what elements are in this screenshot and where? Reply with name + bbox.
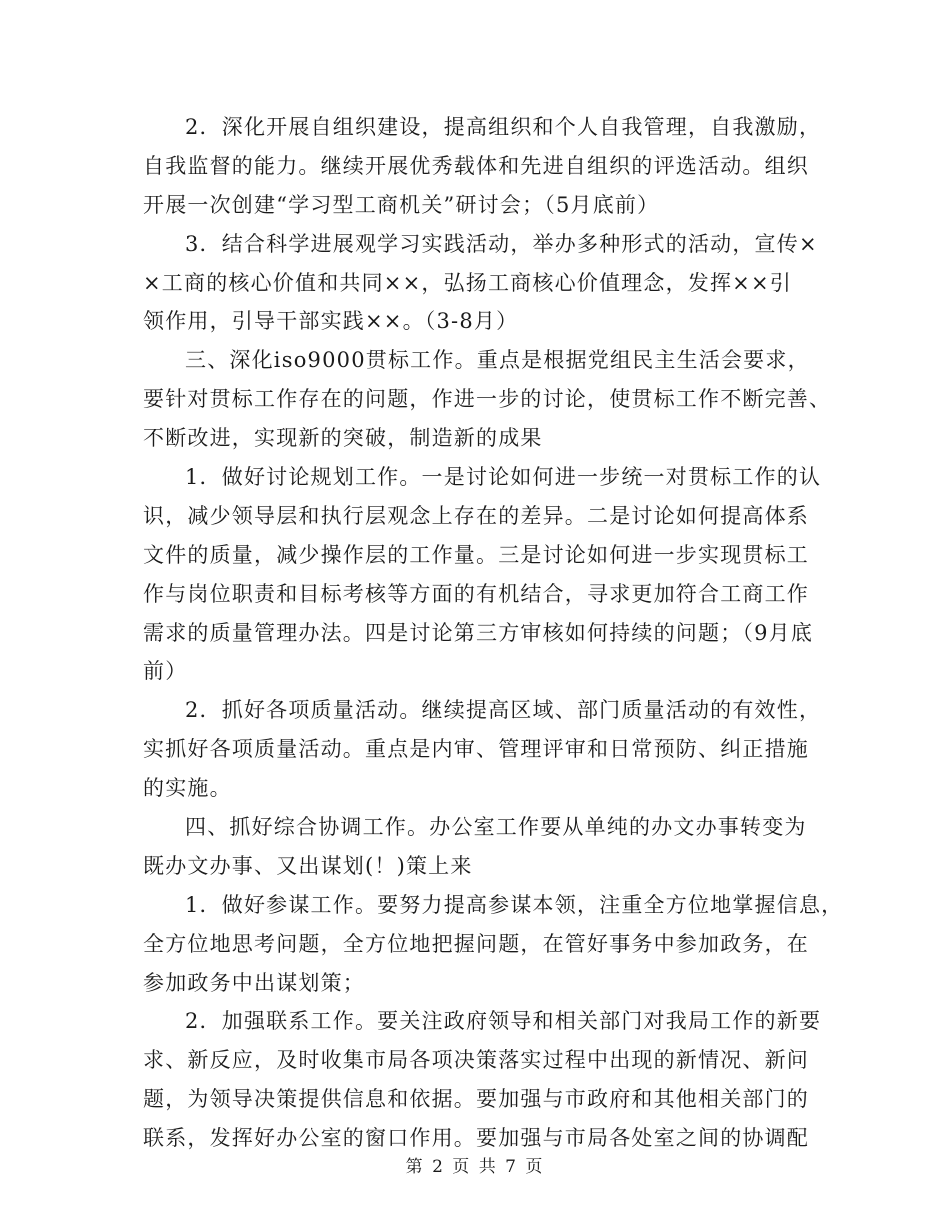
page-number: 第 2 页 共 7 页 [405,1157,545,1177]
text-line: 2．抓好各项质量活动。继续提高区域、部门质量活动的有效性， [185,698,822,723]
text-line: 三、深化iso9000贯标工作。重点是根据党组民主生活会要求， [185,348,810,373]
text-line: 2．深化开展自组织建设，提高组织和个人自我管理，自我激励， [185,115,822,139]
text-line: 题，为领导决策提供信息和依据。要加强与市政府和其他相关部门的 [143,1087,809,1112]
text-line: 全方位地思考问题，全方位地把握问题，在管好事务中参加政务，在 [143,931,809,956]
text-line: 四、抓好综合协调工作。办公室工作要从单纯的办文办事转变为 [185,815,807,840]
text-line: ×工商的核心价值和共同××，弘扬工商核心价值理念，发挥××引 [143,270,792,295]
page-footer [0,1152,950,1177]
document-body [143,108,844,1158]
text-line: 开展一次创建“学习型工商机关”研讨会；（5月底前） [143,192,660,217]
text-line: 3．结合科学进展观学习实践活动，举办多种形式的活动，宣传× [185,231,818,256]
text-line: 识，减少领导层和执行层观念上存在的差异。二是讨论如何提高体系 [143,503,809,528]
text-line: 求、新反应，及时收集市局各项决策落实过程中出现的新情况、新问 [143,1048,809,1073]
text-line: 需求的质量管理办法。四是讨论第三方审核如何持续的问题；（9月底 [143,620,814,645]
text-line: 的实施。 [143,776,232,801]
text-line: 参加政务中出谋划策； [143,970,365,995]
text-line: 文件的质量，减少操作层的工作量。三是讨论如何进一步实现贯标工 [143,542,809,567]
text-line: 前） [143,659,188,684]
text-line: 1．做好参谋工作。要努力提高参谋本领，注重全方位地掌握信息， [185,892,844,917]
text-line: 要针对贯标工作存在的问题，作进一步的讨论，使贯标工作不断完善、 [143,387,832,412]
text-line: 自我监督的能力。继续开展优秀载体和先进自组织的评选活动。组织 [143,153,809,178]
text-line: 作与岗位职责和目标考核等方面的有机结合，寻求更加符合工商工作 [143,581,809,606]
text-line: 联系，发挥好办公室的窗口作用。要加强与市局各处室之间的协调配 [143,1126,809,1151]
text-line: 实抓好各项质量活动。重点是内审、管理评审和日常预防、纠正措施 [143,737,809,762]
text-line: 既办文办事、又出谋划(！)策上来 [143,853,473,878]
text-line: 1．做好讨论规划工作。一是讨论如何进一步统一对贯标工作的认 [185,465,822,490]
text-line: 不断改进，实现新的突破，制造新的成果 [143,426,543,451]
text-line: 领作用，引导干部实践××。（3-8月） [143,309,519,334]
text-line: 2．加强联系工作。要关注政府领导和相关部门对我局工作的新要 [185,1009,822,1034]
